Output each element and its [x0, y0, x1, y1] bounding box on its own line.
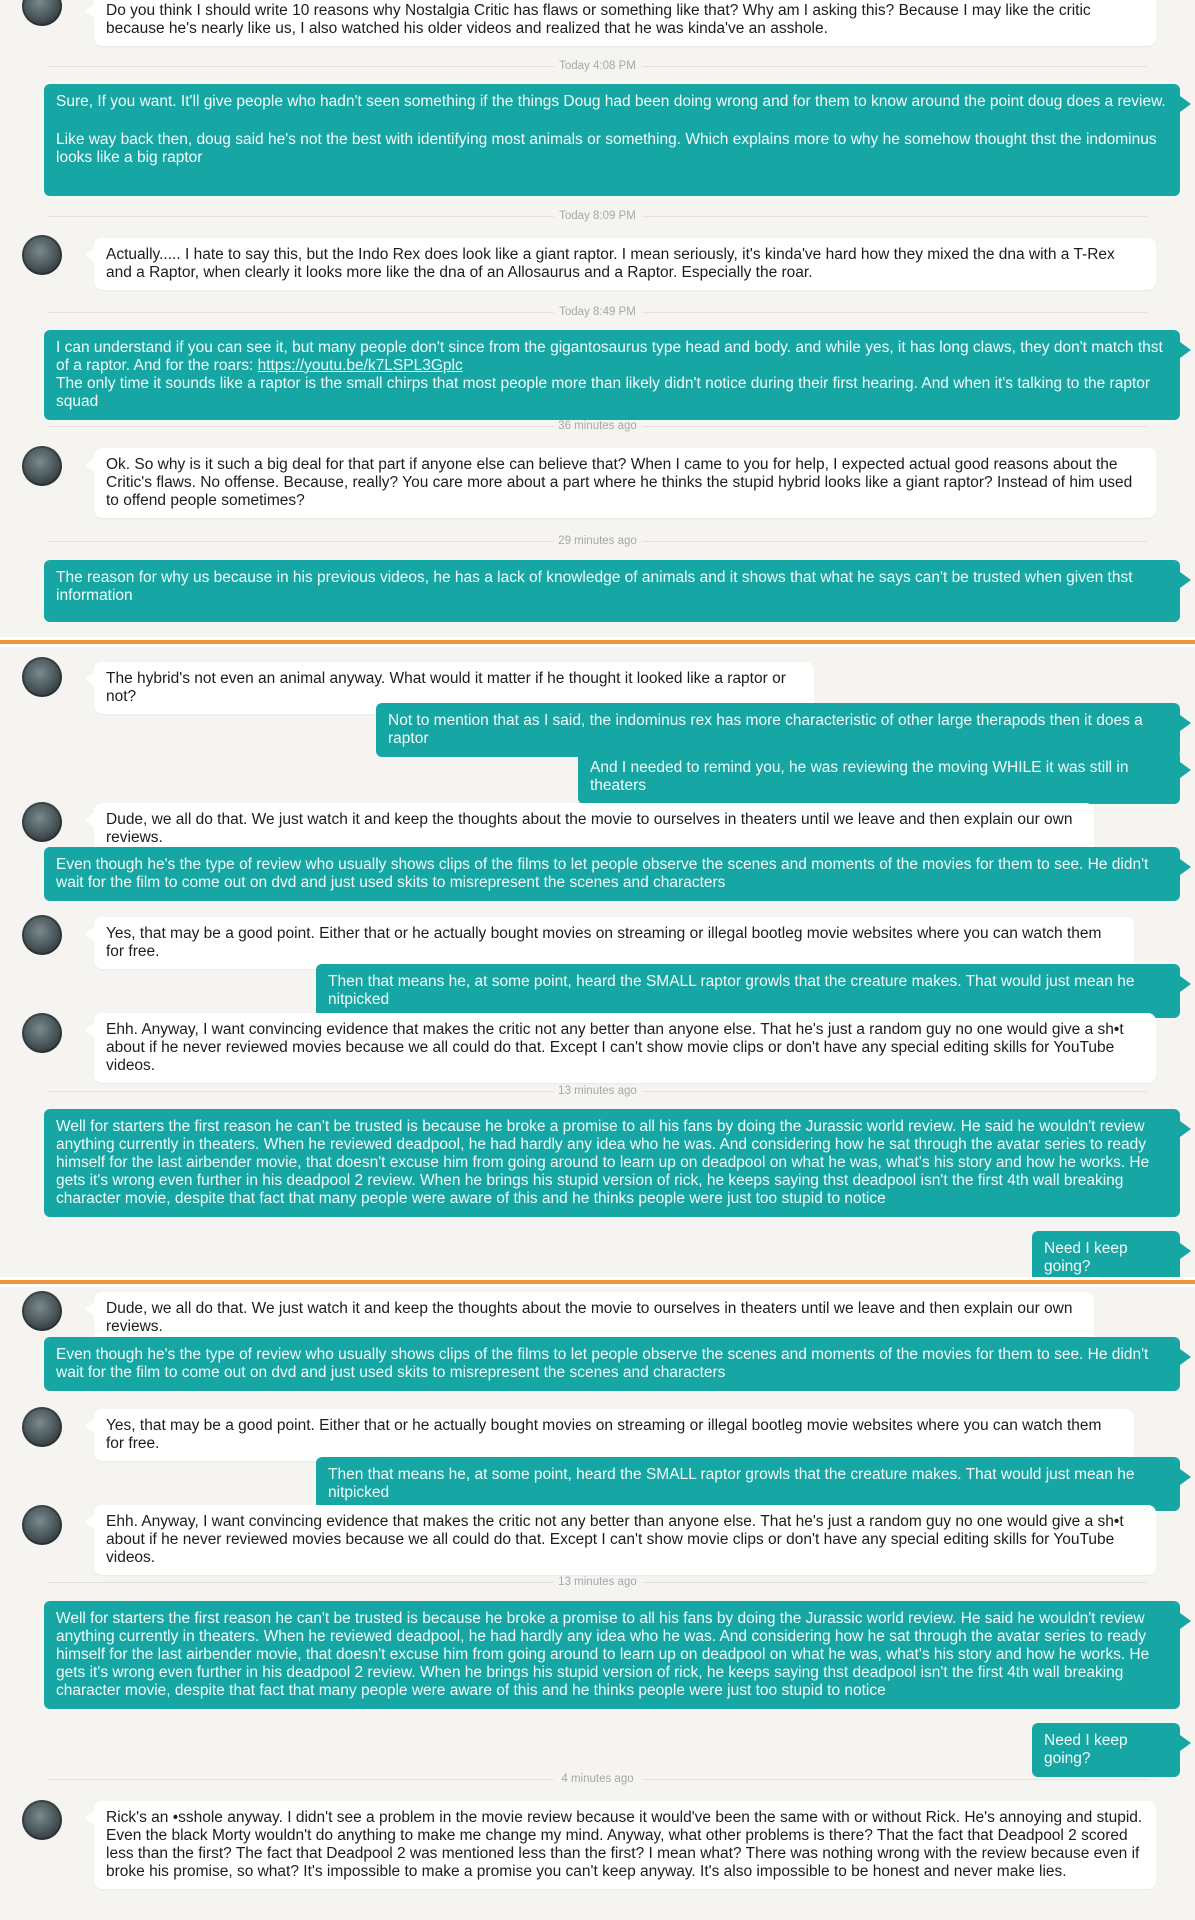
incoming-message: Actually..... I hate to say this, but the Indo Rex does look like a giant raptor. I mean seriously, it's kinda've hard how they mixed the dna with a T-Rex and a Raptor, when clearly it looks more like the dna of an Allosaurus and a Raptor. Especially the roar.: [94, 238, 1156, 290]
user-avatar-icon[interactable]: [22, 802, 62, 842]
outgoing-message: Not to mention that as I said, the indominus rex has more characteristic of other large therapods then it does a raptor: [376, 703, 1180, 757]
incoming-message: Rick's an •sshole anyway. I didn't see a problem in the movie review because it would've been the same with or without Rick. He's annoying and stupid. Even the black Morty wouldn't do anything to make me change my mind. Anyway, what other problems is there? That the fact that Deadpool 2 scored less than the first? The fact that Deadpool 2 was mentioned less than the first? I mean what? There was nothing wrong with the review because even if broke his promise, so what? It's impossible to make a promise you can't keep anyway. It's also impossible to be honest and never make lies.: [94, 1801, 1156, 1889]
incoming-message: Ok. So why is it such a big deal for that part if anyone else can believe that? When I came to you for help, I expected actual good reasons about the Critic's flaws. No offense. Because, really? You care more about a part where he thinks the stupid hybrid looks like a giant raptor? Instead of him used to offend people sometimes?: [94, 448, 1156, 518]
outgoing-message: The reason for why us because in his previous videos, he has a lack of knowledge of animals and it shows that what he says can't be trusted when given thst information: [44, 560, 1180, 622]
message-text: The only time it sounds like a raptor is the small chirps that most people more than likely didn't notice during their first hearing. And when it's talking to the raptor squad: [56, 375, 1151, 410]
youtube-link[interactable]: https://youtu.be/k7LSPL3Gplc: [257, 357, 463, 374]
message-timestamp: Today 8:09 PM: [0, 208, 1195, 224]
message-timestamp: Today 8:49 PM: [0, 304, 1195, 320]
outgoing-message: And I needed to remind you, he was reviewing the moving WHILE it was still in theaters: [578, 750, 1180, 804]
message-timestamp: 13 minutes ago: [0, 1574, 1195, 1590]
chat-screenshot-1: [0, 0, 1195, 637]
chat-screenshot-2: [0, 647, 1195, 1277]
screenshot-divider: [0, 637, 1195, 647]
incoming-message: Dude, we all do that. We just watch it and keep the thoughts about the movie to ourselves in theaters until we leave and then explain our own reviews.: [94, 803, 1094, 855]
incoming-message: Ehh. Anyway, I want convincing evidence that makes the critic not any better than anyone else. That he's just a random guy no one would give a sh•t about if he never reviewed movies because we all could do that. Except I can't show movie clips or don't have any special editing skills for YouTube videos.: [94, 1013, 1156, 1083]
outgoing-message: Then that means he, at some point, heard the SMALL raptor growls that the creature makes. That would just mean he nitpicked: [316, 1457, 1180, 1511]
screenshot-divider: [0, 1277, 1195, 1287]
incoming-message: Do you think I should write 10 reasons why Nostalgia Critic has flaws or something like that? Why am I asking this? Because I may like the critic because he's nearly like us, I also watched his older videos and realized that he was kinda've an asshole.: [94, 0, 1156, 46]
message-timestamp: 13 minutes ago: [0, 1083, 1195, 1099]
outgoing-message: Well for starters the first reason he can't be trusted is because he broke a promise to all his fans by doing the Jurassic world review. He said he wouldn't review anything currently in theaters. When he reviewed deadpool, he had hardly any idea who he was. And considering how he sat through the avatar series to ready himself for the last airbender movie, that doesn't excuse him from going around to learn up on deadpool on what he was, what's his story and how he works. He gets it's wrong even further in his deadpool 2 review. When he brings his stupid version of rick, he keeps saying thst deadpool isn't the first 4th wall breaking character movie, despite that fact that many people were aware of this and he thinks people were just too stupid to notice: [44, 1601, 1180, 1709]
outgoing-message: [44, 330, 1180, 420]
user-avatar-icon[interactable]: [22, 1800, 62, 1840]
user-avatar-icon[interactable]: [22, 0, 62, 26]
user-avatar-icon[interactable]: [22, 1407, 62, 1447]
message-text: I can understand if you can see it, but many people don't since from the gigantosaurus type head and body. and while yes, it has long claws, they don't match thst of a raptor. And for the roars:: [56, 339, 1163, 374]
message-timestamp: 29 minutes ago: [0, 533, 1195, 549]
user-avatar-icon[interactable]: [22, 446, 62, 486]
user-avatar-icon[interactable]: [22, 915, 62, 955]
user-avatar-icon[interactable]: [22, 235, 62, 275]
message-timestamp: Today 4:08 PM: [0, 58, 1195, 74]
incoming-message: Ehh. Anyway, I want convincing evidence that makes the critic not any better than anyone else. That he's just a random guy no one would give a sh•t about if he never reviewed movies because we all could do that. Except I can't show movie clips or don't have any special editing skills for YouTube videos.: [94, 1505, 1156, 1575]
outgoing-message: [44, 84, 1180, 196]
message-timestamp: 36 minutes ago: [0, 418, 1195, 434]
incoming-message: Yes, that may be a good point. Either that or he actually bought movies on streaming or illegal bootleg movie websites where you can watch them for free.: [94, 1409, 1134, 1461]
user-avatar-icon[interactable]: [22, 657, 62, 697]
outgoing-message: Then that means he, at some point, heard the SMALL raptor growls that the creature makes. That would just mean he nitpicked: [316, 964, 1180, 1018]
user-avatar-icon[interactable]: [22, 1291, 62, 1331]
outgoing-message: Need I keep going?: [1032, 1231, 1180, 1277]
outgoing-message: Even though he's the type of review who usually shows clips of the films to let people observe the scenes and moments of the movies for them to see. He didn't wait for the film to come out on dvd and just used skits to misrepresent the scenes and characters: [44, 1337, 1180, 1391]
incoming-message: Yes, that may be a good point. Either that or he actually bought movies on streaming or illegal bootleg movie websites where you can watch them for free.: [94, 917, 1134, 969]
chat-screenshot-3: [0, 1287, 1195, 1920]
outgoing-message: Even though he's the type of review who usually shows clips of the films to let people observe the scenes and moments of the movies for them to see. He didn't wait for the film to come out on dvd and just used skits to misrepresent the scenes and characters: [44, 847, 1180, 901]
message-timestamp: 4 minutes ago: [0, 1771, 1195, 1787]
incoming-message: Dude, we all do that. We just watch it and keep the thoughts about the movie to ourselves in theaters until we leave and then explain our own reviews.: [94, 1292, 1094, 1344]
outgoing-message: Well for starters the first reason he can't be trusted is because he broke a promise to all his fans by doing the Jurassic world review. He said he wouldn't review anything currently in theaters. When he reviewed deadpool, he had hardly any idea who he was. And considering how he sat through the avatar series to ready himself for the last airbender movie, that doesn't excuse him from going around to learn up on deadpool on what he was, what's his story and how he works. He gets it's wrong even further in his deadpool 2 review. When he brings his stupid version of rick, he keeps saying thst deadpool isn't the first 4th wall breaking character movie, despite that fact that many people were aware of this and he thinks people were just too stupid to notice: [44, 1109, 1180, 1217]
incoming-message: The hybrid's not even an animal anyway. What would it matter if he thought it looked like a raptor or not?: [94, 662, 814, 714]
message-text: Sure, If you want. It'll give people who hadn't seen something if the things Doug had been doing wrong and for them to know around the point doug does a review.: [56, 93, 1166, 110]
user-avatar-icon[interactable]: [22, 1013, 62, 1053]
outgoing-message: Need I keep going?: [1032, 1723, 1180, 1777]
message-text: Like way back then, doug said he's not the best with identifying most animals or something. Which explains more to why he somehow thought thst the indominus looks like a big raptor: [56, 131, 1157, 166]
user-avatar-icon[interactable]: [22, 1505, 62, 1545]
